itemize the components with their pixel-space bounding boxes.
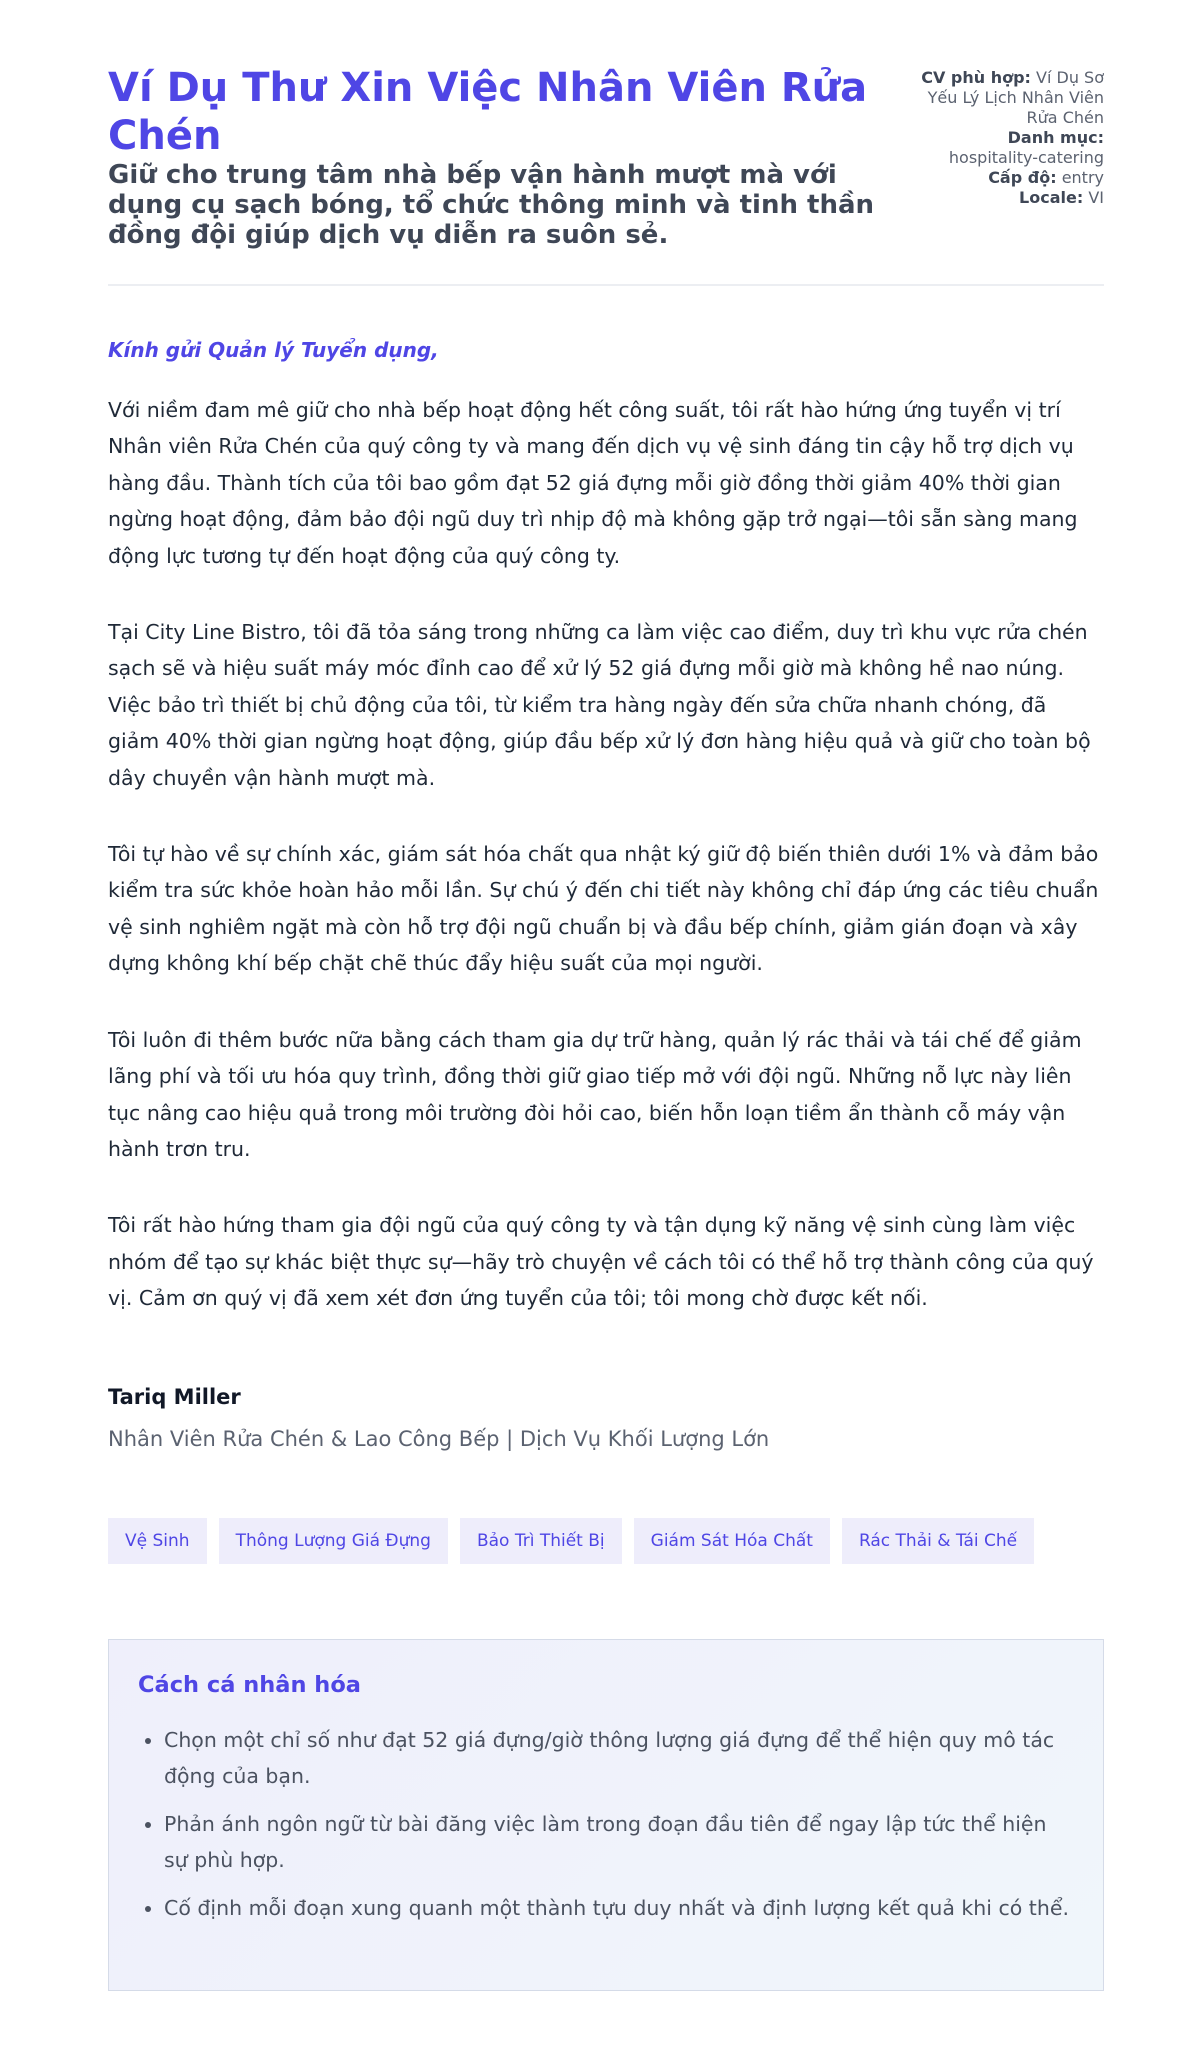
tips-title: Cách cá nhân hóa <box>138 1672 361 1698</box>
letter-paragraph: Tôi luôn đi thêm bước nữa bằng cách tham gia dự trữ hàng, quản lý rác thải và tái chế để giảm lãng phí và tối ưu hóa quy trình, đồng thời giữ giao tiếp mở với đội ngũ. Những nỗ lực này liên tục nâng cao hiệu quả trong môi trường đòi hỏi cao, biến hỗn loạn tiềm ẩn thành cỗ máy vận hành trơn tru. <box>108 1027 1082 1161</box>
meta-cv-label: CV phù hợp: <box>921 68 1031 87</box>
meta-category-label: Danh mục: <box>1007 128 1104 147</box>
page-title: Ví Dụ Thư Xin Việc Nhân Viên Rửa Chén <box>108 65 868 159</box>
skill-tag: Rác Thải & Tái Chế <box>842 1518 1034 1564</box>
letter-paragraph: Tôi tự hào về sự chính xác, giám sát hóa chất qua nhật ký giữ độ biến thiên dưới 1% và đảm bảo kiểm tra sức khỏe hoàn hảo mỗi lần. Sự chú ý đến chi tiết này không chỉ đáp ứng các tiêu chuẩn vệ sinh nghiêm ngặt mà còn hỗ trợ đội ngũ chuẩn bị và đầu bếp chính, giảm gián đoạn và xây dựng không khí bếp chặt chẽ thúc đẩy hiệu suất của mọi người. <box>108 842 1099 976</box>
meta-locale-value: VI <box>1088 188 1104 207</box>
personalization-tips-box <box>108 1639 1104 1991</box>
meta-locale-row <box>914 188 1104 208</box>
salutation: Kính gửi Quản lý Tuyển dụng, <box>108 338 439 362</box>
tips-list-item: • Chọn một chỉ số như đạt 52 giá đựng/giờ thông lượng giá đựng để thể hiện quy mô tác động của bạn. <box>164 1722 1074 1794</box>
skill-tags <box>108 1518 1034 1564</box>
skill-tag: Bảo Trì Thiết Bị <box>460 1518 622 1564</box>
meta-level-value: entry <box>1061 168 1104 187</box>
letter-paragraph: Tôi rất hào hứng tham gia đội ngũ của quý công ty và tận dụng kỹ năng vệ sinh cùng làm việc nhóm để tạo sự khác biệt thực sự—hãy trò chuyện về cách tôi có thể hỗ trợ thành công của quý vị. Cảm ơn quý vị đã xem xét đơn ứng tuyển của tôi; tôi mong chờ được kết nối. <box>108 1213 1094 1311</box>
meta-category-row <box>914 128 1104 168</box>
meta-level-row <box>914 168 1104 188</box>
letter-paragraph: Với niềm đam mê giữ cho nhà bếp hoạt động hết công suất, tôi rất hào hứng ứng tuyển vị trí Nhân viên Rửa Chén của quý công ty và mang đến dịch vụ vệ sinh đáng tin cậy hỗ trợ dịch vụ hàng đầu. Thành tích của tôi bao gồm đạt 52 giá đựng mỗi giờ đồng thời giảm 40% thời gian ngừng hoạt động, đảm bảo đội ngũ duy trì nhịp độ mà không gặp trở ngại—tôi sẵn sàng mang động lực tương tự đến hoạt động của quý công ty. <box>108 398 1078 568</box>
tips-list-item: • Phản ánh ngôn ngữ từ bài đăng việc làm trong đoạn đầu tiên để ngay lập tức thể hiện sự phù hợp. <box>164 1806 1074 1878</box>
skill-tag: Giám Sát Hóa Chất <box>634 1518 830 1564</box>
meta-category-value: hospitality-catering <box>948 148 1104 167</box>
meta-cv-value: Ví Dụ Sơ Yếu Lý Lịch Nhân Viên Rửa Chén <box>927 68 1104 127</box>
tips-list-item: • Cố định mỗi đoạn xung quanh một thành tựu duy nhất và định lượng kết quả khi có thể. <box>164 1890 1074 1926</box>
signature-name: Tariq Miller <box>108 1385 241 1409</box>
letter-body <box>108 392 1104 1357</box>
page-subtitle: Giữ cho trung tâm nhà bếp vận hành mượt mà với dụng cụ sạch bóng, tổ chức thông minh và tinh thần đồng đội giúp dịch vụ diễn ra suôn sẻ. <box>108 160 875 250</box>
meta-locale-label: Locale: <box>1019 188 1084 207</box>
header-divider <box>108 284 1104 286</box>
meta-level-label: Cấp độ: <box>988 168 1057 187</box>
meta-panel <box>914 68 1104 208</box>
signature-title: Nhân Viên Rửa Chén & Lao Công Bếp | Dịch Vụ Khối Lượng Lớn <box>108 1427 770 1451</box>
skill-tag: Vệ Sinh <box>108 1518 207 1564</box>
skill-tag: Thông Lượng Giá Đựng <box>219 1518 448 1564</box>
letter-paragraph: Tại City Line Bistro, tôi đã tỏa sáng trong những ca làm việc cao điểm, duy trì khu vực rửa chén sạch sẽ và hiệu suất máy móc đỉnh cao để xử lý 52 giá đựng mỗi giờ mà không hề nao núng. Việc bảo trì thiết bị chủ động của tôi, từ kiểm tra hàng ngày đến sửa chữa nhanh chóng, đã giảm 40% thời gian ngừng hoạt động, giúp đầu bếp xử lý đơn hàng hiệu quả và giữ cho toàn bộ dây chuyền vận hành mượt mà. <box>108 620 1091 790</box>
meta-cv-row <box>914 68 1104 128</box>
tips-list <box>164 1722 1074 1938</box>
